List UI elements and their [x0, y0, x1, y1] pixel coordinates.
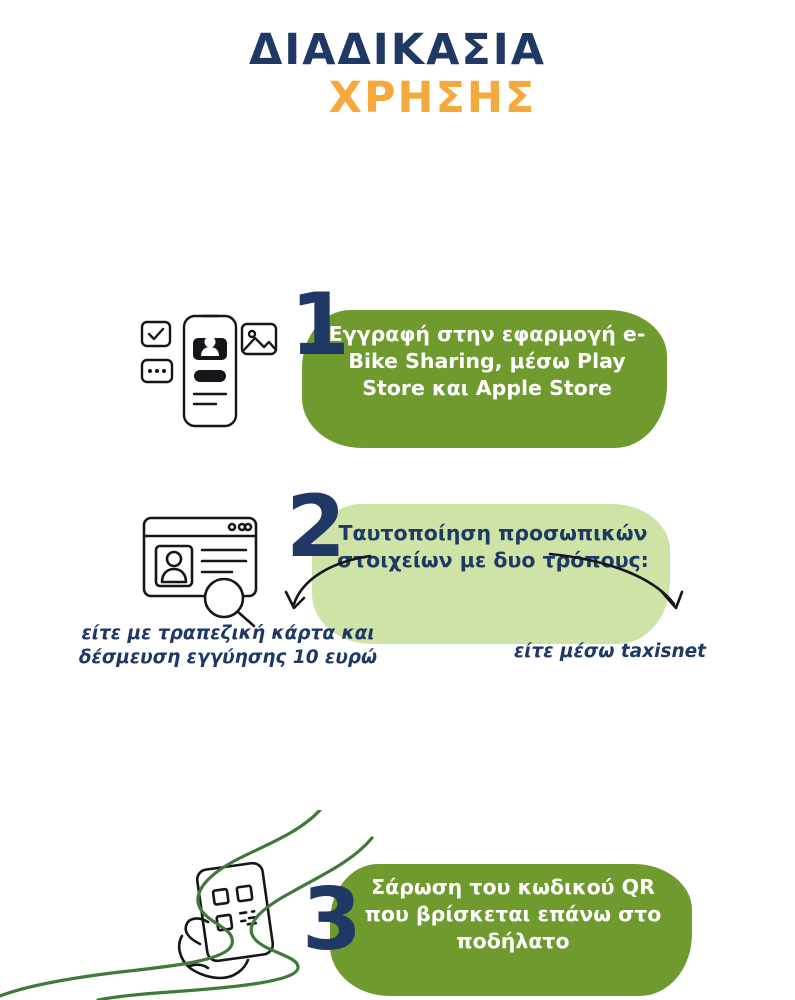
- title-line-2: ΧΡΗΣΗΣ: [328, 73, 537, 124]
- step-1-number: 1: [290, 275, 350, 376]
- step-3-number: 3: [302, 870, 362, 971]
- mobile-app-screens-icon: [136, 312, 286, 430]
- branch-arrows: [250, 548, 720, 626]
- step-2-number: 2: [286, 477, 346, 578]
- title-line-1: ΔΙΑΔΙΚΑΣΙΑ: [248, 25, 547, 75]
- branch-option-card: είτε με τραπεζική κάρτα και δέσμευση εγγύησης 10 ευρώ: [78, 623, 378, 669]
- step-2-text: Ταυτοποίηση προσωπικών στοιχείων με δυο τρόπους:: [337, 521, 649, 572]
- road-decoration: [0, 810, 795, 1000]
- page-title: [0, 0, 795, 122]
- branch-option-taxisnet: είτε μέσω taxisnet: [513, 641, 707, 662]
- step-1-text: Εγγραφή στην εφαρμογή e-Bike Sharing, μέσω Play Store και Apple Store: [328, 322, 646, 400]
- step-3-text: Σάρωση του κωδικού QR που βρίσκεται επάνω στο ποδήλατο: [364, 875, 662, 953]
